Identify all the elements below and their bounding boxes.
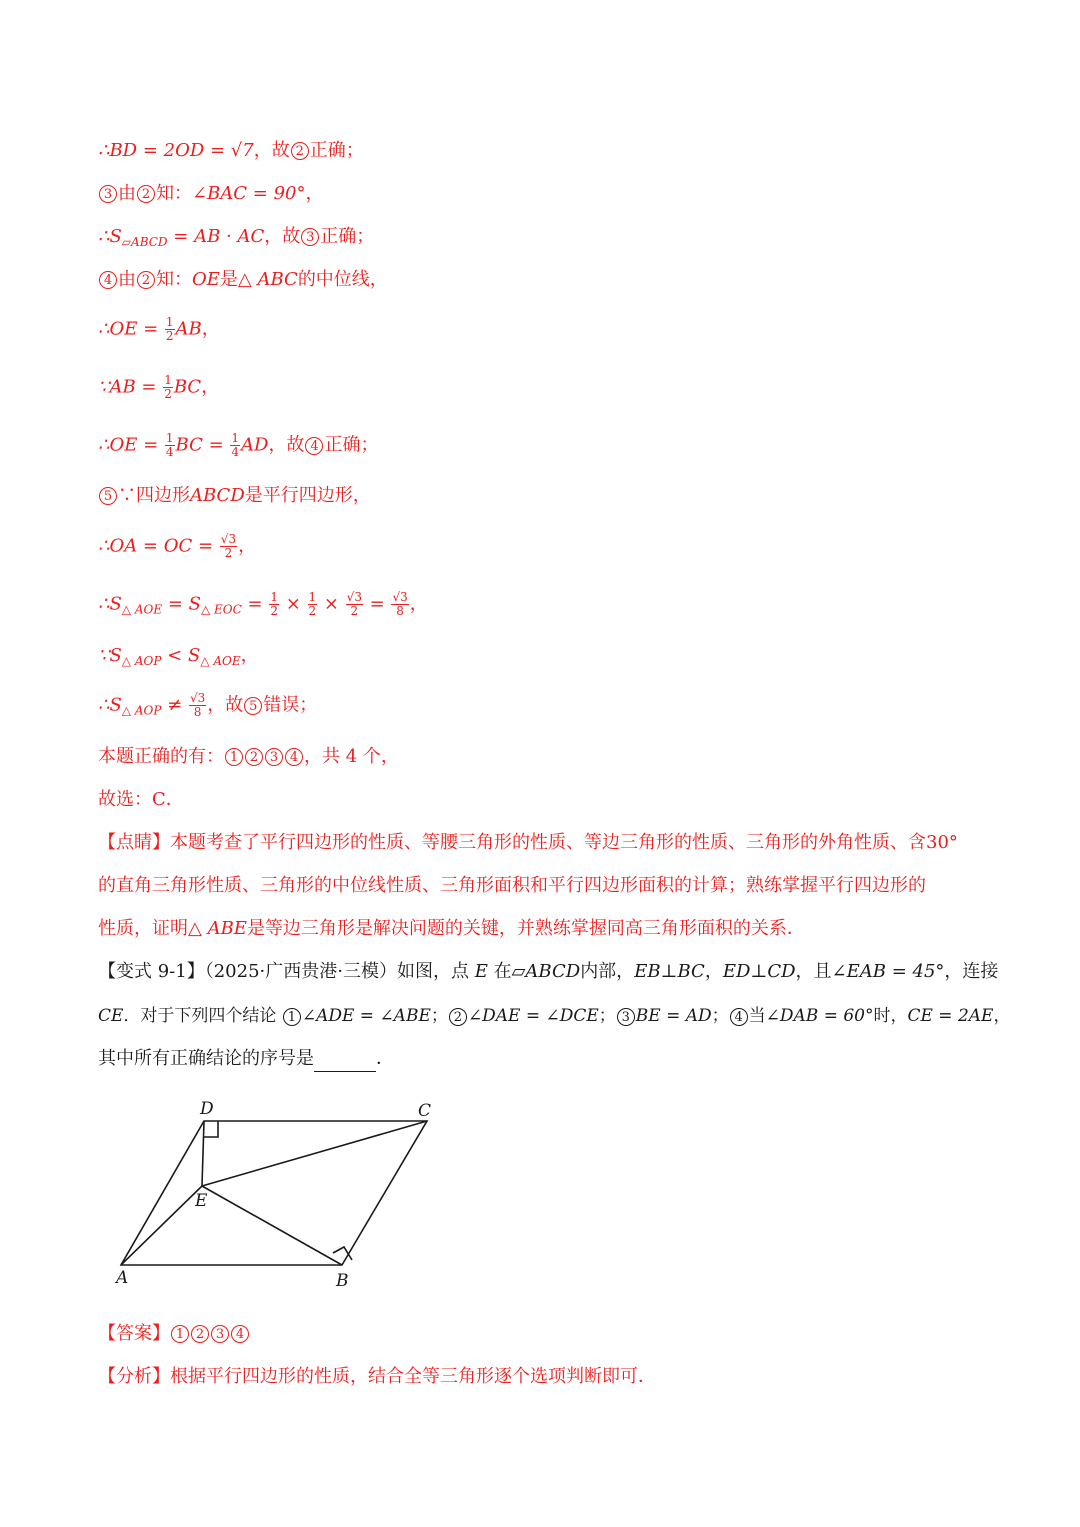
line-correct-count: 本题正确的有： 1 2 3 4 ，共 4 个， xyxy=(98,746,399,767)
line-bd-equals-2od: ∴BD = 2OD = √7，故 2 正确； xyxy=(98,140,364,161)
analysis-line: 【分析】根据平行四边形的性质，结合全等三角形逐个选项判断即可． xyxy=(98,1366,656,1387)
label-c: C xyxy=(418,1101,432,1121)
segment-de xyxy=(202,1121,204,1186)
comment-line-1: 【点睛】本题考查了平行四边形的性质、等腰三角形的性质、等边三角形的性质、三角形的外角性质、含30° xyxy=(98,832,958,853)
label-a: A xyxy=(116,1268,129,1288)
label-b: B xyxy=(336,1271,349,1290)
comment-line-3: 性质，证明△ ABE是等边三角形是解决问题的关键，并熟练掌握同高三角形面积的关系． xyxy=(98,918,805,939)
line-oe-quarter-ad: ∴OE = $\frac{1}{4}$ BC = $\frac{1}{4}$ AD，故 4 正确； xyxy=(98,431,379,459)
label-e: E xyxy=(195,1191,208,1211)
line-ab-half-bc: ∵AB = $\frac{1}{2}$ BC， xyxy=(98,373,220,401)
parallelogram-abcd xyxy=(121,1121,427,1265)
comment-line-2: 的直角三角形性质、三角形的中位线性质、三角形面积和平行四边形面积的计算；熟练掌握平行四边形的 xyxy=(98,875,926,896)
right-angle-d xyxy=(204,1121,218,1137)
line-aop-not-equal: $\therefore S_{\triangle AOP}$ ≠ $\frac{√3}{8}$ ，故 5 错误； xyxy=(98,691,318,719)
line-area-aoe-eoc: $\therefore S_{\triangle AOE} = S_{\triangle EOC}$ = $\frac{1}{2}$ × $\frac{1}{2}$ × $\frac{√3}{2}$ = $\frac{√3}{8}$ ， xyxy=(98,590,428,618)
line-oe-half-ab: ∴OE = $\frac{1}{2}$ AB， xyxy=(98,315,220,343)
line-choose-c: 故选：C． xyxy=(98,789,184,810)
label-d: D xyxy=(200,1099,214,1119)
line-area-abcd: $\therefore S_{▱ABCD}$ = AB · AC，故 3 正确； xyxy=(98,226,375,249)
parallelogram-figure xyxy=(100,1090,450,1290)
segment-eb xyxy=(202,1186,342,1265)
line-aop-less-aoe: $\because S_{\triangle AOP} < S_{\triangle AOE}$， xyxy=(98,645,259,668)
answer-blank xyxy=(314,1053,376,1072)
question-line-3: 其中所有正确结论的序号是 ． xyxy=(98,1046,394,1072)
segment-ec xyxy=(202,1121,427,1186)
line-median-oe: 4 由 2 知：OE是△ ABC的中位线， xyxy=(98,267,388,293)
line-oa-oc: ∴OA = OC = $\frac{√3}{2}$ ， xyxy=(98,532,257,560)
question-line-1: 【变式 9-1】（2025·广西贵港·三模）如图，点 E 在▱ABCD内部，EB⊥BC，ED⊥CD，且∠EAB = 45°，连接 xyxy=(98,961,999,982)
segment-ae xyxy=(121,1186,202,1265)
answer-line: 【答案】 1 2 3 4 xyxy=(98,1321,250,1347)
question-line-2: CE．对于下列四个结论 1 ∠ADE = ∠ABE； 2 ∠DAE = ∠DCE； 3 BE = AD； 4 当∠DAB = 60°时，CE = 2AE， xyxy=(98,1006,1011,1026)
line-parallelogram: 5 ∵四边形ABCD是平行四边形， xyxy=(98,483,371,509)
line-angle-bac: 3 由 2 知：∠BAC = 90°， xyxy=(98,181,324,207)
